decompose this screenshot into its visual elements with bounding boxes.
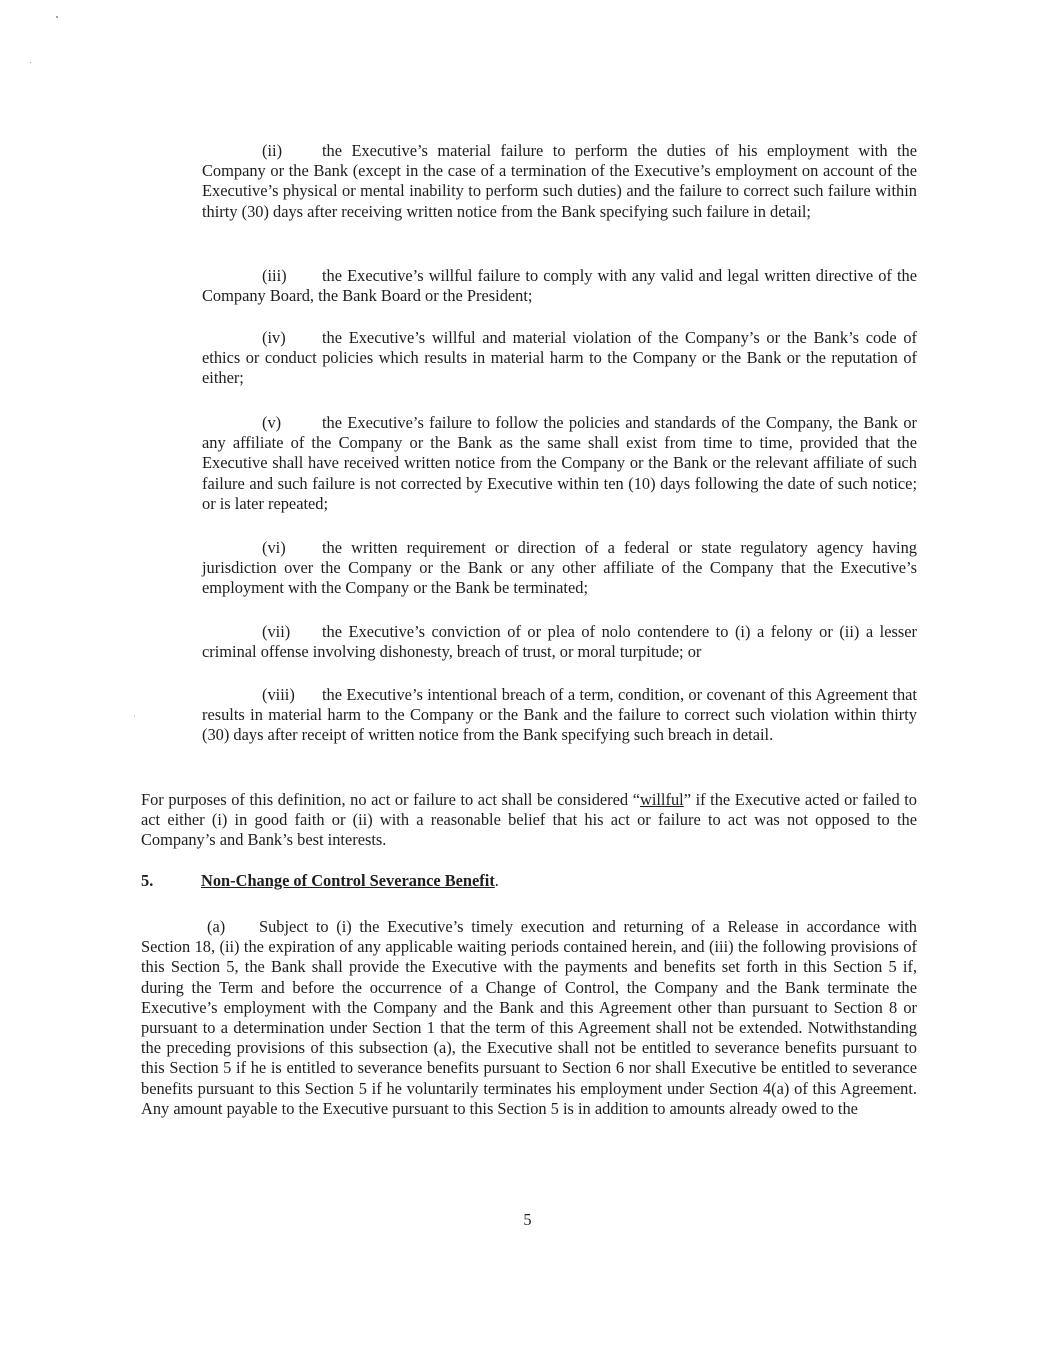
section-number: 5. <box>141 871 154 890</box>
clause-text: the Executive’s intentional breach of a term, condition, or covenant of this Agreement that results in material harm to the Company or the Bank and the failure to correct such violation within thirty (30) days after receipt of written notice from the Bank specifying such breach in detail. <box>202 685 917 745</box>
clause-v <box>202 413 917 514</box>
scan-speck <box>134 716 135 717</box>
clause-ii <box>202 141 917 222</box>
subsection-label: (a) <box>207 917 226 936</box>
definition-text-after: ” if the Executive acted or failed to act either (i) in good faith or (ii) with a reasonable belief that his act or failure to act was not opposed to the Company’s and Bank’s best interests. <box>141 790 917 850</box>
clause-vii <box>202 622 917 662</box>
clause-text: the written requirement or direction of a federal or state regulatory agency having jurisdiction over the Company or the Bank or any other affiliate of the Company that the Executive’s employment with the Company or the Bank be terminated; <box>202 538 917 598</box>
subsection-a <box>141 917 917 1119</box>
subsection-text: Subject to (i) the Executive’s timely execution and returning of a Release in accordance with Section 18, (ii) the expiration of any applicable waiting periods contained herein, and (iii) the following provisions of this Section 5, the Bank shall provide the Executive with the payments and benefits set forth in this Section 5 if, during the Term and before the occurrence of a Change of Control, the Company and the Bank terminate the Executive’s employment with the Company and the Bank and this Agreement other than pursuant to Section 8 or pursuant to a determination under Section 1 that the term of this Agreement shall not be extended. Notwithstanding the preceding provisions of this subsection (a), the Executive shall not be entitled to severance benefits pursuant to this Section 5 if he is entitled to severance benefits pursuant to Section 6 nor shall Executive be entitled to severance benefits pursuant to this Section 5 if he voluntarily terminates his employment under Section 4(a) of this Agreement. Any amount payable to the Executive pursuant to this Section 5 is in addition to amounts already owed to the <box>141 917 917 1118</box>
clause-number: (vii) <box>262 622 291 641</box>
clause-viii <box>202 685 917 746</box>
clause-text: the Executive’s material failure to perform the duties of his employment with the Company or the Bank (except in the case of a termination of the Executive’s employment on account of the Executive’s physical or mental inability to perform such duties) and the failure to correct such failure within thirty (30) days after receiving written notice from the Bank specifying such failure in detail; <box>202 141 917 221</box>
scan-speck <box>56 16 58 18</box>
clause-text: the Executive’s failure to follow the policies and standards of the Company, the Bank or any affiliate of the Company or the Bank as the same shall exist from time to time, provided that the Executive shall have received written notice from the Company or the Bank or the relevant affiliate of such failure and such failure is not corrected by Executive within ten (10) days following the date of such notice; or is later repeated; <box>202 413 917 513</box>
page-number: 5 <box>523 1210 532 1229</box>
clause-iv <box>202 328 917 389</box>
section-title-suffix: . <box>494 871 499 890</box>
clause-text: the Executive’s willful failure to comply with any valid and legal written directive of the Company Board, the Bank Board or the President; <box>202 266 917 306</box>
definition-term: willful <box>639 790 684 809</box>
section-heading <box>141 871 499 891</box>
section-title: Non-Change of Control Severance Benefit <box>201 871 495 890</box>
scan-speck <box>30 62 31 63</box>
clause-vi <box>202 538 917 599</box>
clause-number: (v) <box>262 413 282 432</box>
willful-definition <box>141 790 917 851</box>
clause-iii <box>202 266 917 306</box>
clause-text: the Executive’s conviction of or plea of nolo contendere to (i) a felony or (ii) a lesser criminal offense involving dishonesty, breach of trust, or moral turpitude; or <box>202 622 917 662</box>
clause-number: (iv) <box>262 328 286 347</box>
clause-number: (ii) <box>262 141 283 160</box>
clause-number: (iii) <box>262 266 287 285</box>
clause-number: (vi) <box>262 538 286 557</box>
definition-text-before: For purposes of this definition, no act or failure to act shall be considered “ <box>141 790 640 809</box>
clause-number: (viii) <box>262 685 295 704</box>
clause-text: the Executive’s willful and material violation of the Company’s or the Bank’s code of ethics or conduct policies which results in material harm to the Company or the Bank or the reputation of either; <box>202 328 917 388</box>
